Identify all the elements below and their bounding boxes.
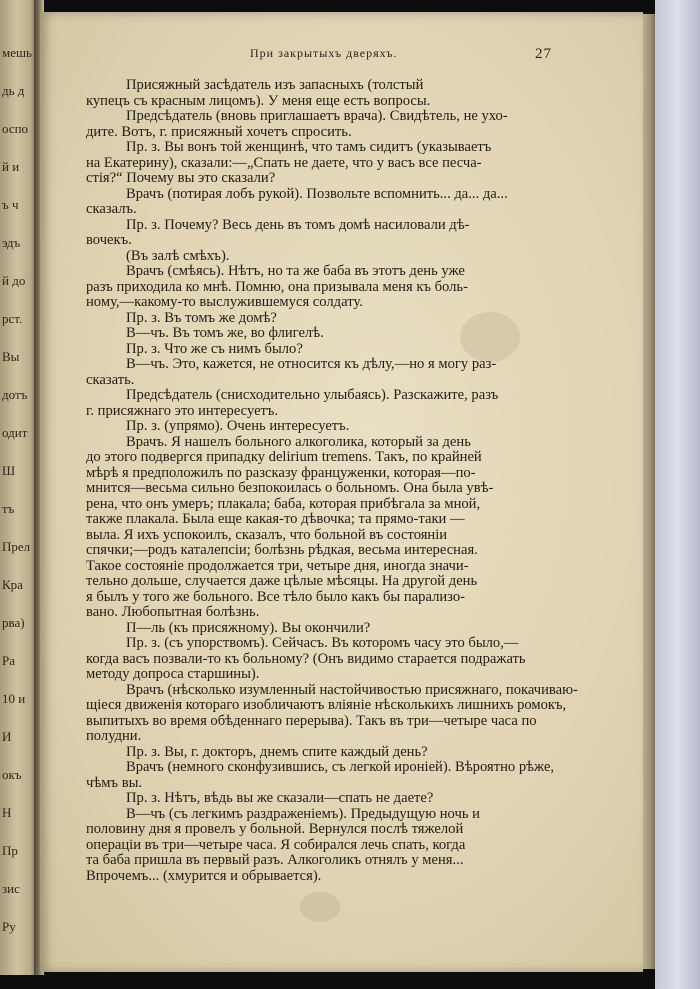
text-line: купецъ съ красным лицомъ). У меня еще есть вопросы. bbox=[86, 93, 431, 109]
facing-page-fragment: й до bbox=[2, 273, 26, 288]
running-title: При закрытыхъ дверяхъ. bbox=[250, 46, 398, 60]
text-line: Такое состояніе продолжается три, четыре дня, иногда значи- bbox=[86, 558, 469, 574]
text-line: Пр. з. Вы вонъ той женщинѣ, что тамъ сидитъ (указываетъ bbox=[126, 140, 492, 155]
page-number: 27 bbox=[535, 46, 552, 62]
text-line: до этого подвергся припадку delirium tremens. Такъ, по крайней bbox=[86, 450, 482, 465]
facing-page-fragment: Ра bbox=[2, 653, 15, 668]
facing-page-fragment: тъ bbox=[2, 501, 15, 516]
text-line: ному,—какому-то выслужившемуся солдату. bbox=[86, 295, 363, 310]
facing-page-fragment: й и bbox=[2, 159, 20, 174]
text-line: выпитыхъ во время обѣденнаго перерыва). Такъ въ три—четыре часа по bbox=[86, 713, 537, 729]
text-line: сказать. bbox=[86, 372, 135, 388]
facing-page-fragment: дь д bbox=[2, 83, 25, 98]
facing-page-fragment: одит bbox=[2, 425, 28, 440]
text-line: Пр. з. Нѣтъ, вѣдь вы же сказали—спать не даете? bbox=[126, 791, 434, 806]
text-line: Пр. з. Вы, г. докторъ, днемъ спите каждый день? bbox=[126, 744, 428, 760]
text-line: тельно дольше, случается даже цѣлые мѣсяцы. На другой день bbox=[86, 574, 478, 589]
text-line: полудни. bbox=[86, 729, 142, 744]
text-line: Пр. з. Что же съ нимъ было? bbox=[126, 341, 303, 357]
text-line: методу допроса старшины). bbox=[86, 667, 260, 682]
text-line: сказалъ. bbox=[86, 202, 137, 217]
background-cloth bbox=[655, 0, 700, 989]
text-line: Присяжный засѣдатель изъ запасныхъ (толстый bbox=[126, 78, 424, 93]
text-line: я былъ у того же больного. Все тѣло было какъ бы парализо- bbox=[86, 589, 466, 605]
text-line: Впрочемъ... (хмурится и обрывается). bbox=[86, 868, 322, 884]
text-line: Врачъ (потирая лобъ рукой). Позвольте вспомнить... да... да... bbox=[126, 186, 508, 202]
facing-page-fragment: 10 и bbox=[2, 691, 26, 706]
text-line: г. присяжнаго это интересуетъ. bbox=[86, 403, 279, 419]
text-line: Пр. з. Почему? Весь день въ томъ домѣ насиловали дѣ- bbox=[126, 217, 470, 233]
text-line: Пр. з. Въ томъ же домѣ? bbox=[126, 310, 277, 326]
text-line: мнится—весьма сильно безпокоилась о больномъ. Она была увѣ- bbox=[86, 481, 494, 496]
facing-page-fragment: окъ bbox=[2, 767, 22, 782]
facing-page-fragment: эдъ bbox=[2, 235, 21, 250]
facing-page-fragment: рст. bbox=[2, 311, 23, 326]
body-text bbox=[86, 78, 609, 884]
text-line: когда васъ позвали-то къ больному? (Онъ видимо старается подражать bbox=[86, 651, 526, 667]
text-line: спячки;—родъ каталепсіи; болѣзнь рѣдкая, весьма интересная. bbox=[86, 543, 478, 558]
text-line: В—чъ. Въ томъ же, во флигелѣ. bbox=[126, 326, 324, 341]
text-line: Врачъ (смѣясь). Нѣтъ, но та же баба въ этотъ день уже bbox=[126, 264, 465, 279]
facing-page-fragment: Ру bbox=[2, 919, 16, 934]
text-line: Пр. з. (съ упорствомъ). Сейчасъ. Въ которомъ часу это было,— bbox=[126, 636, 519, 651]
text-line: дите. Вотъ, г. присяжный хочетъ спросить. bbox=[86, 124, 352, 140]
text-line: разъ приходила ко мнѣ. Помню, она призывала меня къ боль- bbox=[86, 279, 468, 295]
paper-stain bbox=[300, 892, 340, 922]
text-line: вано. Любопытная болѣзнь. bbox=[86, 605, 260, 620]
facing-page-fragment: рва) bbox=[2, 615, 25, 630]
text-line: чѣмъ вы. bbox=[86, 775, 143, 791]
text-line: операціи въ три—четыре часа. Я собирался лечь спать, когда bbox=[86, 837, 466, 853]
text-line: Предсѣдатель (снисходительно улыбаясь). Разскажите, разъ bbox=[126, 388, 499, 403]
text-line: Врачъ. Я нашелъ больного алкоголика, который за день bbox=[126, 434, 471, 450]
text-line: стія?“ Почему вы это сказали? bbox=[86, 171, 276, 186]
facing-page-fragment: ъ ч bbox=[2, 197, 19, 212]
facing-page-fragment: Кра bbox=[2, 577, 23, 592]
facing-page-fragment: мешь bbox=[2, 45, 32, 60]
text-line: щіеся движенія котораго изобличаютъ вліяніе нѣсколькихъ лишнихъ ромокъ, bbox=[86, 698, 567, 713]
text-line: Врачъ (немного сконфузившись, съ легкой ироніей). Вѣроятно рѣже, bbox=[126, 760, 555, 775]
book-page bbox=[40, 12, 643, 972]
text-line: В—чъ (съ легкимъ раздраженіемъ). Предыдущую ночь и bbox=[126, 806, 480, 822]
text-line: выла. Я ихъ успокоилъ, сказалъ, что больной въ состояніи bbox=[86, 527, 448, 543]
text-line: та баба пришла въ первый разъ. Алкоголикъ отнялъ у меня... bbox=[86, 853, 464, 868]
facing-page-fragment: Ш bbox=[2, 463, 16, 478]
facing-page-fragment: дотъ bbox=[2, 387, 28, 402]
text-line: вочекъ. bbox=[86, 233, 132, 248]
facing-page-fragment: И bbox=[2, 729, 12, 744]
text-line: также плакала. Была еще какая-то дѣвочка; та прямо-таки — bbox=[86, 512, 465, 527]
text-line: на Екатерину), сказали:—„Спать не даете, что у васъ все песча- bbox=[86, 155, 482, 171]
text-line: половину дня я провелъ у больной. Вернулся послѣ тяжелой bbox=[86, 822, 464, 837]
text-line: Предсѣдатель (вновь приглашаетъ врача). Свидѣтель, не ухо- bbox=[126, 109, 508, 124]
text-line: (Въ залѣ смѣхъ). bbox=[126, 248, 230, 264]
facing-page-fragment: Прел bbox=[2, 539, 31, 554]
text-line: рена, что онъ умеръ; плакала; баба, которая прибѣгала за мной, bbox=[86, 496, 481, 512]
facing-page-fragment: Вы bbox=[2, 349, 20, 364]
facing-page-edge bbox=[0, 0, 38, 975]
facing-page-fragment: зис bbox=[2, 881, 20, 896]
text-line: П—ль (къ присяжному). Вы окончили? bbox=[126, 620, 371, 636]
text-line: Пр. з. (упрямо). Очень интересуетъ. bbox=[126, 419, 350, 434]
text-line: Врачъ (нѣсколько изумленный настойчивостью присяжнаго, покачиваю- bbox=[126, 682, 578, 698]
text-line: В—чъ. Это, кажется, не относится къ дѣлу,—но я могу раз- bbox=[126, 357, 497, 372]
facing-page-fragment: оспо bbox=[2, 121, 29, 136]
facing-page-fragment: Н bbox=[2, 805, 12, 820]
facing-page-fragment: Пр bbox=[2, 843, 18, 858]
text-line: мѣрѣ я предположилъ по разсказу француженки, которая—по- bbox=[86, 465, 476, 481]
